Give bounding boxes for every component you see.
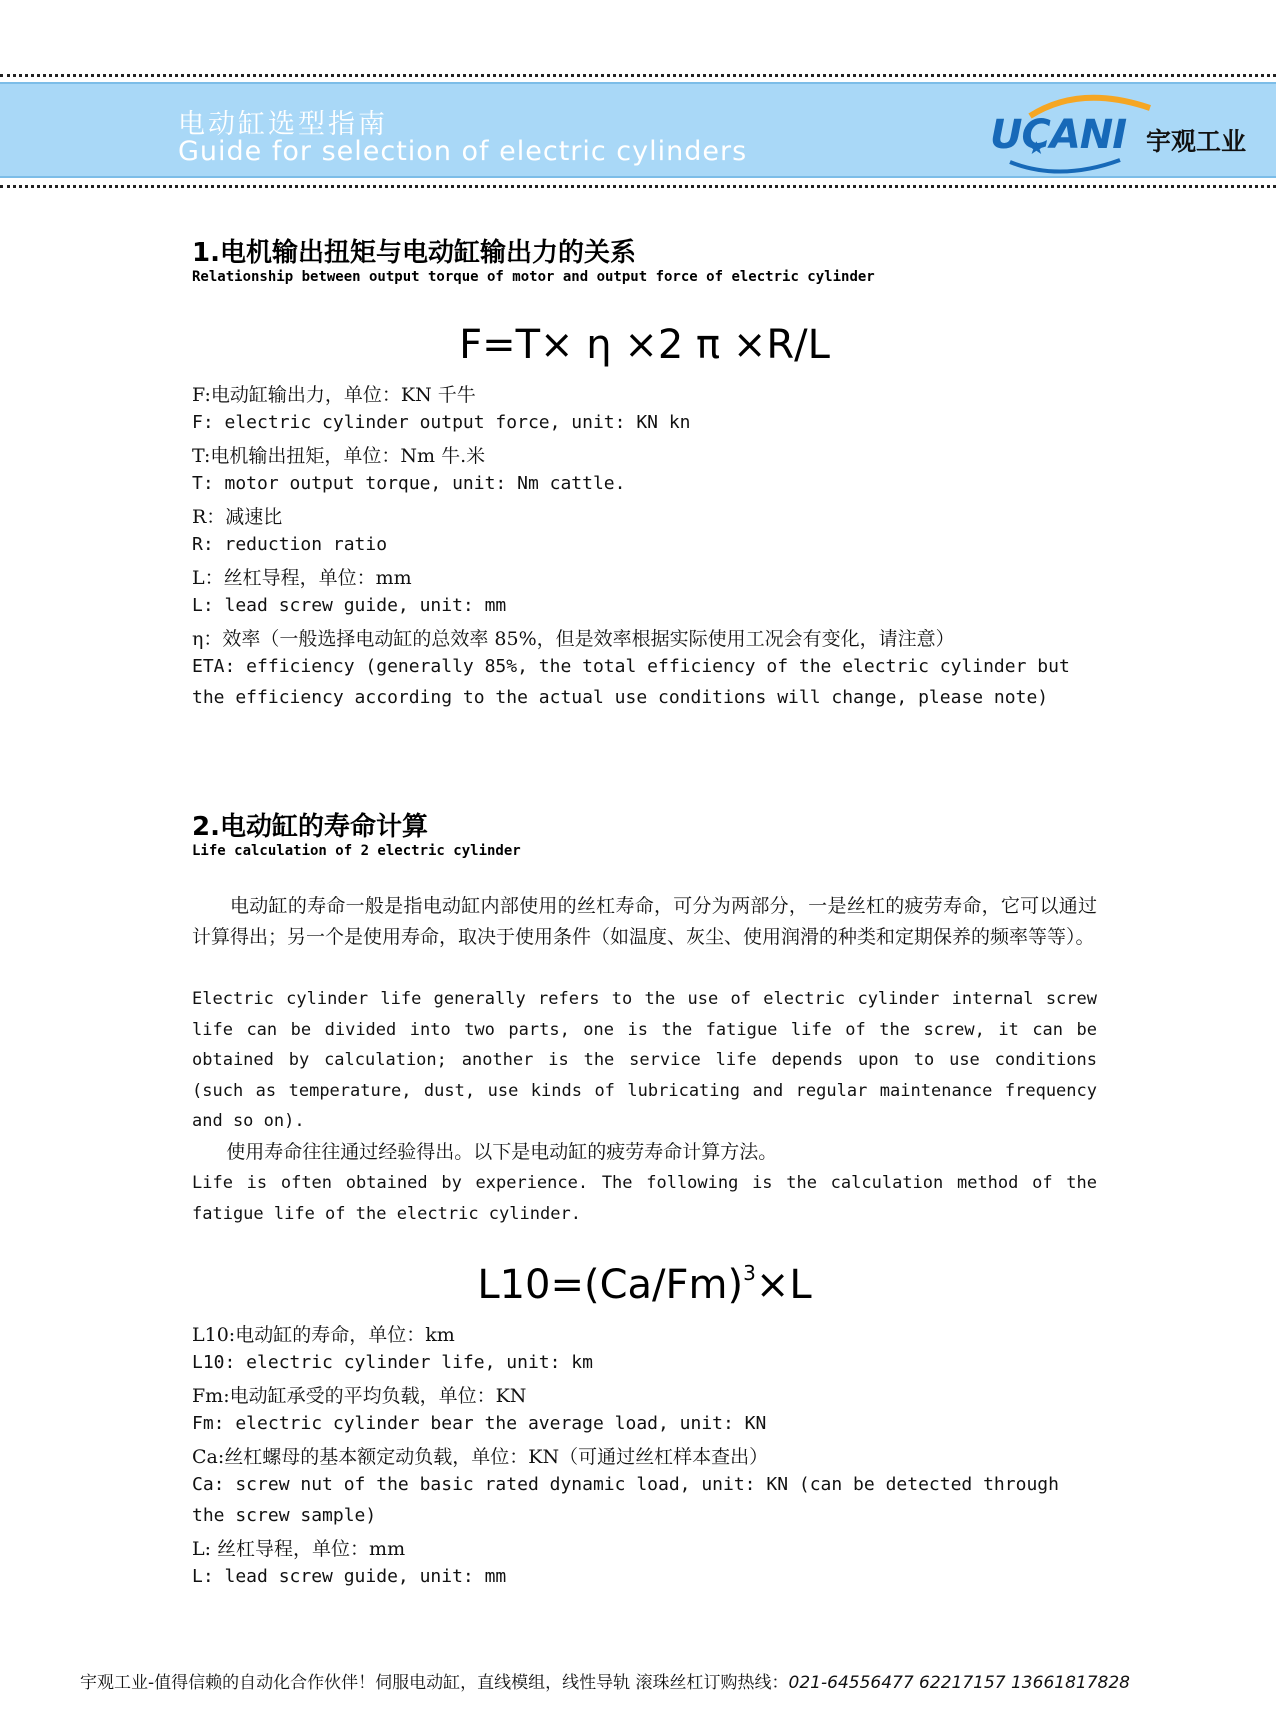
force-formula: F=T× η ×2 π ×R/L [459, 322, 830, 368]
s1-line-2: F: electric cylinder output force, unit: KN kn [192, 412, 691, 433]
s2-line-7: the screw sample) [192, 1505, 377, 1526]
s1-line-11: the efficiency according to the actual use conditions will change, please note) [192, 687, 1049, 708]
s1-line-5: R：减速比 [192, 506, 283, 528]
s1-line-9: η：效率（一般选择电动缸的总效率 85%，但是效率根据实际使用工况会有变化，请注意） [192, 628, 955, 650]
logo-wordmark: UCANI [990, 112, 1127, 158]
s2-paragraph-en-2: Life is often obtained by experience. The following is the calculation method of the fatigue life of the electric cylinder. [192, 1173, 1097, 1224]
ucani-logo [990, 90, 1270, 174]
s2-line-5: Ca:丝杠螺母的基本额定动负载，单位：KN（可通过丝杠样本查出） [192, 1446, 769, 1468]
footer-text: 宇观工业-值得信赖的自动化合作伙伴！伺服电动缸，直线模组，线性导轨 滚珠丝杠订购热线： [80, 1673, 789, 1693]
s2-line-3: Fm:电动缸承受的平均负载，单位：KN [192, 1385, 527, 1407]
section1-title-en: Relationship between output torque of motor and output force of electric cylinder [192, 269, 875, 285]
s2-paragraph-cn-2: 使用寿命往往通过经验得出。以下是电动缸的疲劳寿命计算方法。 [226, 1141, 778, 1163]
section1-title-cn: 1.电机输出扭矩与电动缸输出力的关系 [192, 238, 636, 268]
bottom-dotted-rule [0, 185, 1276, 188]
s1-line-7: L：丝杠导程，单位：mm [192, 567, 412, 589]
header-title-cn: 电动缸选型指南 [178, 109, 388, 140]
s2-line-8: L: 丝杠导程，单位：mm [192, 1538, 406, 1560]
header-banner [0, 82, 1276, 178]
s2-line-9: L: lead screw guide, unit: mm [192, 1566, 507, 1587]
s1-line-1: F:电动缸输出力，单位：KN 千牛 [192, 384, 476, 406]
s2-line-1: L10:电动缸的寿命，单位：km [192, 1324, 455, 1346]
footer-phones: 021-64556477 62217157 13661817828 [788, 1673, 1130, 1693]
s1-line-6: R: reduction ratio [192, 534, 388, 555]
logo-company-name: 宇观工业 [1146, 127, 1247, 156]
section2-title-en: Life calculation of 2 electric cylinder [192, 843, 521, 859]
top-dotted-rule [0, 74, 1276, 77]
s2-paragraph-cn-1: 电动缸的寿命一般是指电动缸内部使用的丝杠寿命，可分为两部分，一是丝杠的疲劳寿命，它可以通过计算得出；另一个是使用寿命，取决于使用条件（如温度、灰尘、使用润滑的种类和定期保养的频率等等）。 [192, 895, 1097, 948]
s2-paragraph-en-1: Electric cylinder life generally refers to the use of electric cylinder internal screw life can be divided into two parts, one is the fatigue life of the screw, it can be obtained by calculation; another is the service life depends upon to use conditions (such as temperature, dust, use kinds of lubricating and regular maintenance frequency and so on). [192, 989, 1097, 1132]
life-formula-tail: ×L [755, 1262, 812, 1308]
life-formula-exponent: 3 [743, 1260, 756, 1285]
s1-line-4: T: motor output torque, unit: Nm cattle. [192, 473, 626, 494]
life-formula-main: L10=(Ca/Fm) [477, 1262, 744, 1308]
s1-line-8: L: lead screw guide, unit: mm [192, 595, 507, 616]
life-formula [192, 1262, 1097, 1308]
section2-title-cn: 2.电动缸的寿命计算 [192, 812, 428, 842]
s1-line-10: ETA: efficiency (generally 85%, the total efficiency of the electric cylinder but [192, 656, 1070, 677]
s1-line-3: T:电机输出扭矩，单位：Nm 牛.米 [192, 445, 486, 467]
s2-line-4: Fm: electric cylinder bear the average load, unit: KN [192, 1413, 767, 1434]
header-title-en: Guide for selection of electric cylinders [178, 136, 748, 167]
s2-line-6: Ca: screw nut of the basic rated dynamic load, unit: KN (can be detected through [192, 1474, 1059, 1495]
footer-hotline [80, 1668, 1210, 1693]
s2-line-2: L10: electric cylinder life, unit: km [192, 1352, 593, 1373]
